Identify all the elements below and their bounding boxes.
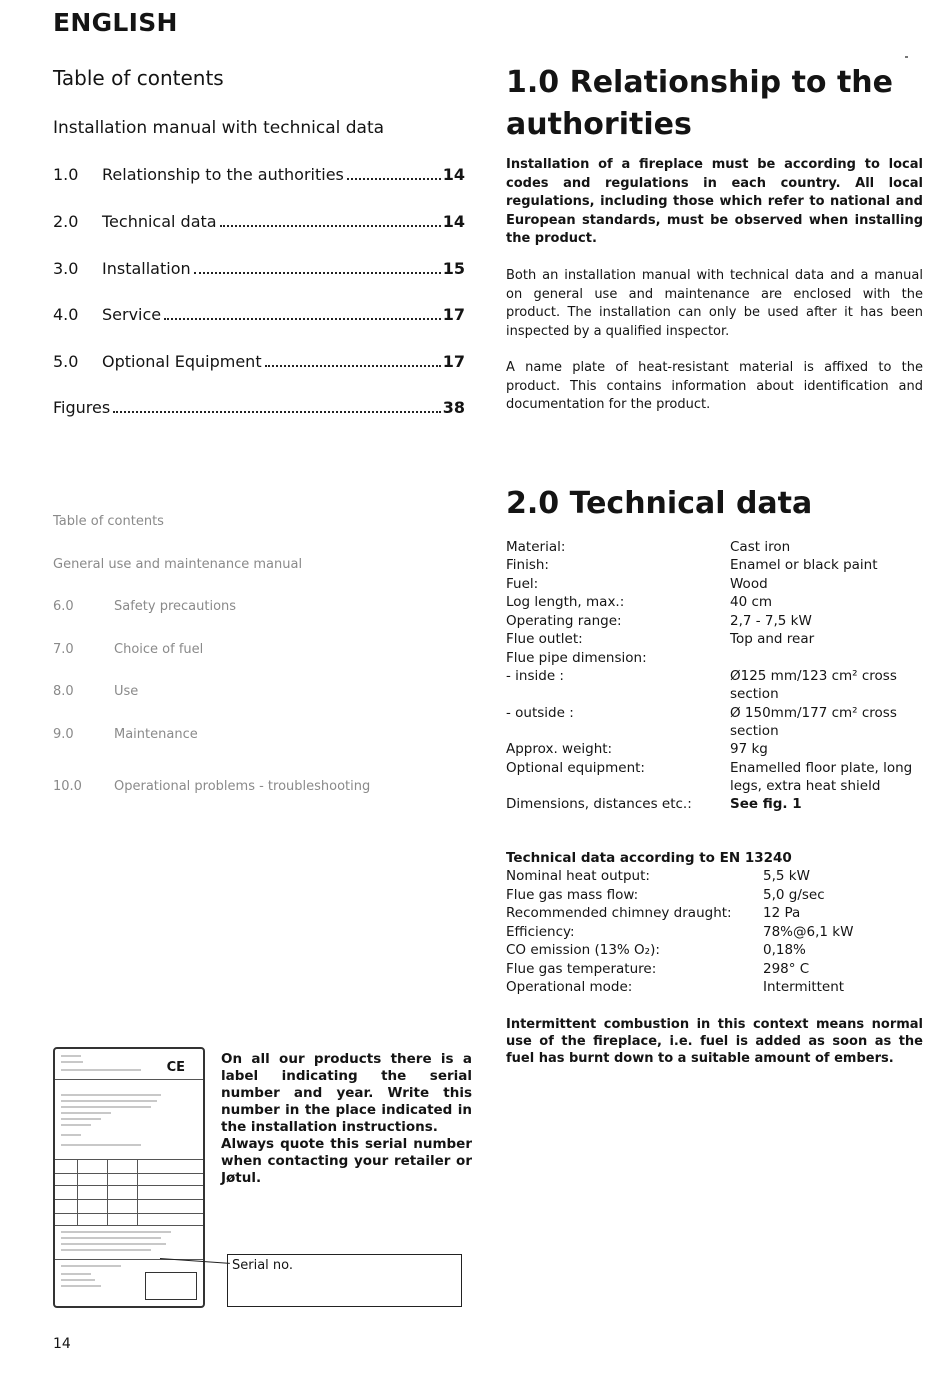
- en-technical-title: Technical data according to EN 13240: [506, 850, 792, 866]
- tech-key: - inside :: [506, 668, 564, 684]
- toc2-item-number: 7.0: [53, 642, 74, 657]
- toc-item[interactable]: [53, 305, 465, 324]
- toc2-item[interactable]: [53, 727, 198, 742]
- toc-leader-dots: [113, 411, 441, 413]
- toc-leader-dots: [347, 178, 441, 180]
- tech-key: Fuel:: [506, 576, 539, 592]
- tech-key: Operating range:: [506, 613, 622, 629]
- toc-item-page: 38: [442, 398, 465, 417]
- toc-leader-dots: [194, 272, 441, 274]
- section1-paragraph-manuals: Both an installation manual with technical data and a manual on general use and maintenance are enclosed with the product. The installation can only be used after it has been inspected by a qualified inspector.: [506, 268, 923, 339]
- toc-subtitle: Installation manual with technical data: [53, 118, 385, 138]
- en-key: Recommended chimney draught:: [506, 905, 732, 921]
- tech-key: Finish:: [506, 557, 549, 573]
- tech-key: Flue pipe dimension:: [506, 650, 647, 666]
- toc-item-page: 14: [442, 165, 465, 184]
- toc-item-label: Technical data: [102, 212, 217, 231]
- toc2-item[interactable]: [53, 599, 236, 614]
- en-key: Flue gas mass flow:: [506, 887, 639, 903]
- en-row: [506, 924, 853, 940]
- en-row: [506, 887, 825, 903]
- toc2-item-label: Safety precautions: [114, 599, 237, 614]
- en-row: [506, 979, 844, 995]
- toc-leader-dots: [220, 225, 441, 227]
- tech-value: 97 kg: [730, 741, 768, 757]
- ce-mark-icon: CE: [166, 1060, 185, 1075]
- tech-key: Approx. weight:: [506, 741, 613, 757]
- en-value: 78%@6,1 kW: [763, 924, 854, 940]
- toc-item-number: 1.0: [53, 165, 79, 184]
- tech-value: Cast iron: [730, 539, 791, 555]
- page-number: 14: [53, 1336, 71, 1352]
- tech-row: [506, 667, 930, 704]
- toc-title: Table of contents: [53, 66, 224, 90]
- tech-row: [506, 612, 930, 630]
- toc2-item-label: Use: [114, 684, 139, 699]
- en-value: 12 Pa: [763, 905, 801, 921]
- en-value: 298° C: [763, 961, 810, 977]
- toc-item[interactable]: [53, 259, 465, 278]
- tech-key: Log length, max.:: [506, 594, 625, 610]
- toc2-subtitle: General use and maintenance manual: [53, 557, 303, 572]
- toc2-title: Table of contents: [53, 514, 164, 529]
- toc-item-page: 17: [442, 305, 465, 324]
- toc-item-number: 3.0: [53, 259, 79, 278]
- tech-value: Ø 150mm/177 cm² cross section: [730, 705, 897, 740]
- tech-key: Dimensions, distances etc.:: [506, 796, 692, 812]
- tech-key: Flue outlet:: [506, 631, 583, 647]
- en-key: Operational mode:: [506, 979, 633, 995]
- serial-number-box: [145, 1272, 197, 1300]
- en-key: CO emission (13% O₂):: [506, 942, 660, 958]
- en-value: 0,18%: [763, 942, 806, 958]
- toc2-item-number: 6.0: [53, 599, 74, 614]
- toc-item-label: Figures: [53, 398, 111, 417]
- section1-paragraph-nameplate: A name plate of heat-resistant material is affixed to the product. This contains information about identification and documentation for the product.: [506, 360, 923, 412]
- en-row: [506, 905, 800, 921]
- serial-quote-note: Always quote this serial number when contacting your retailer or Jøtul.: [221, 1136, 472, 1186]
- en-value: 5,5 kW: [763, 868, 810, 884]
- toc2-item-label: Choice of fuel: [114, 642, 204, 657]
- tech-value: Wood: [730, 576, 768, 592]
- toc-item[interactable]: [53, 398, 465, 417]
- toc2-item-number: 8.0: [53, 684, 74, 699]
- tech-row: [506, 704, 930, 741]
- tech-key: Material:: [506, 539, 566, 555]
- tech-row: [506, 538, 930, 556]
- section1-paragraph-regulations: Installation of a fireplace must be according to local codes and regulations in each country. All local regulations, including those which refer to national and European standards, must be observed when installing the product.: [506, 157, 923, 246]
- tech-value: Enamelled floor plate, long legs, extra heat shield: [730, 760, 913, 795]
- toc-leader-dots: [265, 365, 441, 367]
- toc2-item-number: 10.0: [53, 779, 82, 794]
- toc2-item[interactable]: [53, 684, 138, 699]
- toc2-item-number: 9.0: [53, 727, 74, 742]
- toc-item-number: 2.0: [53, 212, 79, 231]
- tech-value: Ø125 mm/123 cm² cross section: [730, 668, 897, 703]
- tech-row: [506, 630, 930, 648]
- tech-row: [506, 759, 930, 796]
- tech-value: Enamel or black paint: [730, 557, 878, 573]
- toc2-item[interactable]: [53, 779, 370, 794]
- toc-item-number: 4.0: [53, 305, 79, 324]
- toc-item-page: 17: [442, 352, 465, 371]
- section2-heading: 2.0 Technical data: [506, 486, 813, 521]
- toc2-item-label: Maintenance: [114, 727, 198, 742]
- section1-heading: 1.0 Relationship to the authorities: [506, 65, 894, 142]
- tech-row: [506, 593, 930, 611]
- toc2-item[interactable]: [53, 642, 203, 657]
- toc-item[interactable]: [53, 212, 465, 231]
- en-key: Efficiency:: [506, 924, 575, 940]
- toc-item[interactable]: [53, 352, 465, 371]
- toc-item-page: 15: [442, 259, 465, 278]
- toc-item-number: 5.0: [53, 352, 79, 371]
- en-row: [506, 961, 809, 977]
- tech-row: [506, 575, 930, 593]
- tech-value: 40 cm: [730, 594, 773, 610]
- en-row: [506, 868, 810, 884]
- tech-value: Top and rear: [730, 631, 815, 647]
- tech-value: 2,7 - 7,5 kW: [730, 613, 812, 629]
- toc-item-page: 14: [442, 212, 465, 231]
- tech-key: - outside :: [506, 705, 574, 721]
- serial-info-note: On all our products there is a label indicating the serial number and year. Write this number in the place indicated in the installation instructions.: [221, 1051, 472, 1135]
- toc-item-label: Service: [102, 305, 162, 324]
- nameplate-illustration: [53, 1047, 205, 1308]
- en-key: Flue gas temperature:: [506, 961, 657, 977]
- tech-value: [730, 649, 930, 667]
- en-value: 5,0 g/sec: [763, 887, 825, 903]
- toc-item-label: Relationship to the authorities: [102, 165, 344, 184]
- toc-item[interactable]: [53, 165, 465, 184]
- intermittent-note: Intermittent combustion in this context means normal use of the fireplace, i.e. fuel is added as soon as the fuel has burnt down to a suitable amount of embers.: [506, 1017, 923, 1066]
- en-key: Nominal heat output:: [506, 868, 650, 884]
- tech-row: [506, 795, 930, 813]
- tech-row: [506, 556, 930, 574]
- toc2-item-label: Operational problems - troubleshooting: [114, 779, 371, 794]
- en-row: [506, 942, 806, 958]
- tech-row: [506, 649, 930, 667]
- toc-item-label: Installation: [102, 259, 191, 278]
- corner-mark: [905, 56, 908, 58]
- serial-number-label: Serial no.: [232, 1258, 294, 1273]
- language-heading: ENGLISH: [53, 8, 178, 37]
- toc-item-label: Optional Equipment: [102, 352, 262, 371]
- toc-leader-dots: [164, 318, 441, 320]
- en-value: Intermittent: [763, 979, 845, 995]
- tech-row: [506, 740, 930, 758]
- tech-value: See fig. 1: [730, 796, 802, 812]
- tech-key: Optional equipment:: [506, 760, 645, 776]
